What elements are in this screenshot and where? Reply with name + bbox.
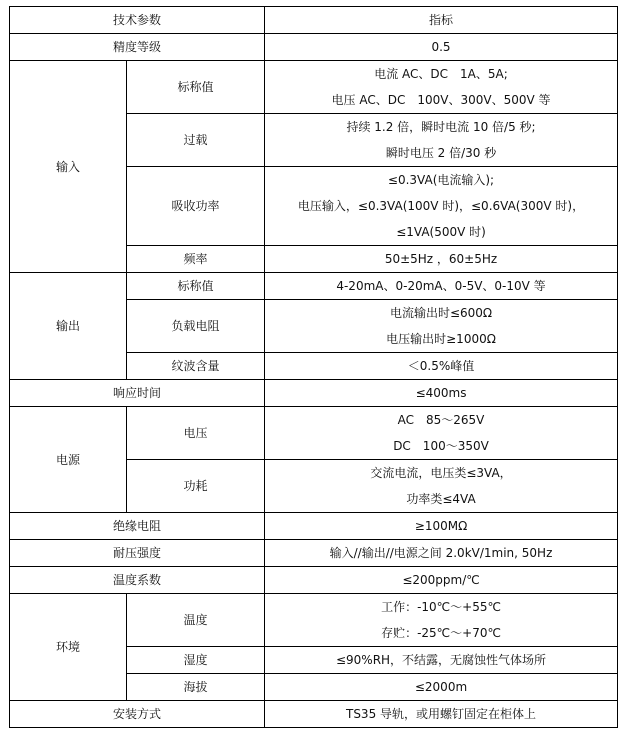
header-param: 技术参数 — [10, 7, 265, 34]
input-frequency-label: 频率 — [127, 246, 265, 273]
input-nominal-line-1: 电流 AC、DC 1A、5A; — [374, 67, 508, 81]
output-ripple-value: ＜0.5%峰值 — [265, 353, 618, 380]
env-humidity-label: 湿度 — [127, 647, 265, 674]
output-nominal-label: 标称值 — [127, 273, 265, 300]
output-load-line-2: 电压输出时≥1000Ω — [386, 332, 496, 346]
supply-consumption-line-2: 功率类≤4VA — [406, 492, 476, 506]
supply-voltage-value — [265, 407, 618, 460]
env-altitude-label: 海拔 — [127, 674, 265, 701]
input-label: 输入 — [10, 61, 127, 273]
input-nominal-label: 标称值 — [127, 61, 265, 114]
supply-consumption-line-1: 交流电流，电压类≤3VA， — [370, 466, 512, 480]
insulation-value: ≥100MΩ — [265, 513, 618, 540]
environment-label: 环境 — [10, 594, 127, 701]
output-load-line-1: 电流输出时≤600Ω — [389, 306, 493, 320]
input-nominal-row — [10, 61, 618, 114]
output-nominal-row — [10, 273, 618, 300]
env-temperature-line-2: 存贮：-25℃～+70℃ — [381, 626, 501, 640]
supply-label: 电源 — [10, 407, 127, 513]
input-overload-value — [265, 114, 618, 167]
output-nominal-value: 4-20mA、0-20mA、0-5V、0-10V 等 — [265, 273, 618, 300]
tempcoef-label: 温度系数 — [10, 567, 265, 594]
input-frequency-value: 50±5Hz ，60±5Hz — [265, 246, 618, 273]
output-load-value — [265, 300, 618, 353]
mounting-row — [10, 701, 618, 728]
input-overload-line-2: 瞬时电压 2 倍/30 秒 — [385, 146, 497, 160]
env-altitude-value: ≤2000m — [265, 674, 618, 701]
tempcoef-row — [10, 567, 618, 594]
response-row — [10, 380, 618, 407]
input-power-line-3: ≤1VA(500V 时) — [396, 225, 486, 239]
supply-voltage-line-1: AC 85～265V — [397, 413, 485, 427]
withstand-row — [10, 540, 618, 567]
env-temperature-row — [10, 594, 618, 647]
withstand-label: 耐压强度 — [10, 540, 265, 567]
env-humidity-value: ≤90%RH，不结露，无腐蚀性气体场所 — [265, 647, 618, 674]
mounting-value: TS35 导轨，或用螺钉固定在柜体上 — [265, 701, 618, 728]
spec-table — [9, 6, 618, 728]
input-overload-label: 过载 — [127, 114, 265, 167]
output-label: 输出 — [10, 273, 127, 380]
input-power-label: 吸收功率 — [127, 167, 265, 246]
output-ripple-label: 纹波含量 — [127, 353, 265, 380]
precision-row — [10, 34, 618, 61]
insulation-row — [10, 513, 618, 540]
mounting-label: 安装方式 — [10, 701, 265, 728]
supply-consumption-label: 功耗 — [127, 460, 265, 513]
supply-voltage-row — [10, 407, 618, 460]
tempcoef-value: ≤200ppm/℃ — [265, 567, 618, 594]
env-temperature-line-1: 工作：-10℃～+55℃ — [381, 600, 501, 614]
header-row — [10, 7, 618, 34]
env-temperature-label: 温度 — [127, 594, 265, 647]
response-label: 响应时间 — [10, 380, 265, 407]
input-power-line-1: ≤0.3VA(电流输入); — [387, 173, 495, 187]
insulation-label: 绝缘电阻 — [10, 513, 265, 540]
input-overload-line-1: 持续 1.2 倍，瞬时电流 10 倍/5 秒; — [346, 120, 536, 134]
withstand-value: 输入//输出//电源之间 2.0kV/1min, 50Hz — [265, 540, 618, 567]
input-power-line-2: 电压输入，≤0.3VA(100V 时)，≤0.6VA(300V 时)， — [297, 199, 585, 213]
env-temperature-value — [265, 594, 618, 647]
supply-consumption-value — [265, 460, 618, 513]
input-nominal-value — [265, 61, 618, 114]
precision-value: 0.5 — [265, 34, 618, 61]
supply-voltage-line-2: DC 100～350V — [393, 439, 489, 453]
input-power-value — [265, 167, 618, 246]
response-value: ≤400ms — [265, 380, 618, 407]
precision-label: 精度等级 — [10, 34, 265, 61]
input-nominal-line-2: 电压 AC、DC 100V、300V、500V 等 — [331, 93, 551, 107]
supply-voltage-label: 电压 — [127, 407, 265, 460]
output-load-label: 负载电阻 — [127, 300, 265, 353]
header-value: 指标 — [265, 7, 618, 34]
